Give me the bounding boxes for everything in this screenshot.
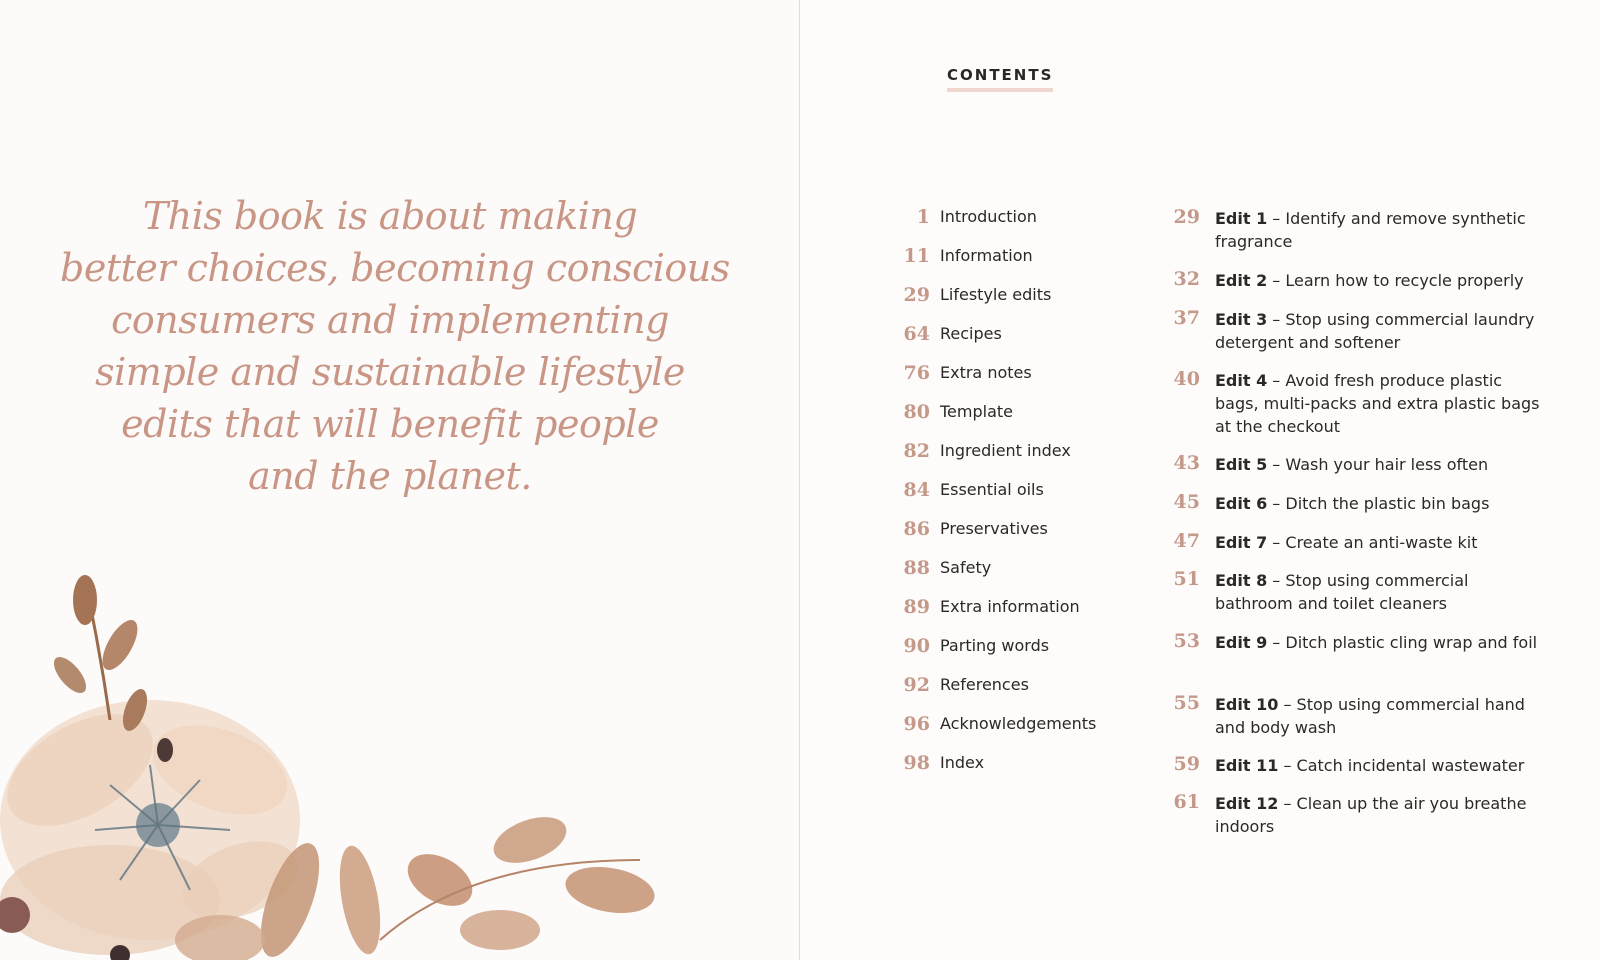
section-title: Parting words: [940, 636, 1050, 655]
toc-section-item[interactable]: [880, 323, 1140, 347]
edit-text: – Create an anti-waste kit: [1267, 533, 1478, 552]
edit-description: [1215, 369, 1545, 438]
edit-description: [1215, 308, 1545, 354]
toc-section-item[interactable]: [880, 206, 1140, 230]
section-title: Ingredient index: [940, 441, 1071, 460]
edit-text: – Catch incidental wastewater: [1278, 756, 1525, 775]
page-number: 64: [903, 323, 930, 345]
page-number: 59: [1173, 753, 1200, 775]
page-number: 96: [903, 713, 930, 735]
edit-name: Edit 11: [1215, 756, 1279, 775]
edit-name: Edit 12: [1215, 794, 1279, 813]
page-number: 82: [903, 440, 930, 462]
quote-line: edits that will benefit people: [121, 402, 659, 446]
page-number: 88: [903, 557, 930, 579]
page-number: 1: [916, 206, 930, 228]
page-number: 43: [1173, 452, 1200, 474]
section-title: Index: [940, 753, 985, 772]
toc-section-item[interactable]: [880, 713, 1140, 737]
edit-name: Edit 5: [1215, 455, 1268, 474]
page-number: 37: [1173, 307, 1200, 329]
page-number: 61: [1173, 791, 1200, 813]
page-number: 29: [903, 284, 930, 306]
edit-description: [1215, 453, 1545, 476]
toc-section-item[interactable]: [880, 362, 1140, 386]
edit-text: – Ditch plastic cling wrap and foil: [1267, 633, 1538, 652]
section-title: Essential oils: [940, 480, 1044, 499]
edit-description: [1215, 207, 1545, 253]
section-title: Recipes: [940, 324, 1002, 343]
toc-section-item[interactable]: [880, 401, 1140, 425]
toc-section-item[interactable]: [880, 752, 1140, 776]
edit-text: – Stop using commercial bathroom and toilet cleaners: [1215, 571, 1469, 613]
toc-section-item[interactable]: [880, 518, 1140, 542]
toc-section-item[interactable]: [880, 596, 1140, 620]
page-number: 98: [903, 752, 930, 774]
edit-description: [1215, 631, 1545, 654]
page-number: 92: [903, 674, 930, 696]
edit-name: Edit 3: [1215, 310, 1268, 329]
edit-name: Edit 4: [1215, 371, 1268, 390]
toc-section-item[interactable]: [880, 440, 1140, 464]
edit-text: – Avoid fresh produce plastic bags, multi-packs and extra plastic bags at the checkout: [1215, 371, 1540, 436]
section-title: Extra notes: [940, 363, 1032, 382]
edit-description: [1215, 269, 1545, 292]
page-number: 32: [1173, 268, 1200, 290]
page-number: 86: [903, 518, 930, 540]
page-number: 51: [1173, 568, 1200, 590]
edit-description: [1215, 792, 1545, 838]
edit-name: Edit 1: [1215, 209, 1268, 228]
toc-section-item[interactable]: [880, 245, 1140, 269]
edit-name: Edit 10: [1215, 695, 1279, 714]
quote-line: consumers and implementing: [111, 298, 669, 342]
quote-line: This book is about making: [142, 194, 638, 238]
edit-text: – Stop using commercial hand and body wash: [1215, 695, 1525, 737]
edit-name: Edit 2: [1215, 271, 1268, 290]
section-title: Safety: [940, 558, 992, 577]
contents-heading: CONTENTS: [947, 66, 1053, 92]
watercolor-floral-illustration: [0, 570, 740, 960]
section-title: Extra information: [940, 597, 1080, 616]
section-title: Introduction: [940, 207, 1037, 226]
toc-section-item[interactable]: [880, 635, 1140, 659]
page-number: 47: [1173, 530, 1200, 552]
page-number: 40: [1173, 368, 1200, 390]
toc-section-item[interactable]: [880, 284, 1140, 308]
left-page: [0, 0, 799, 960]
section-title: Acknowledgements: [940, 714, 1097, 733]
section-title: Lifestyle edits: [940, 285, 1052, 304]
edit-text: – Identify and remove synthetic fragrance: [1215, 209, 1526, 251]
edit-text: – Learn how to recycle properly: [1267, 271, 1524, 290]
edit-text: – Stop using commercial laundry detergent and softener: [1215, 310, 1535, 352]
quote-line: simple and sustainable lifestyle: [95, 350, 685, 394]
toc-section-item[interactable]: [880, 557, 1140, 581]
page-number: 84: [903, 479, 930, 501]
edit-name: Edit 6: [1215, 494, 1268, 513]
section-title: Preservatives: [940, 519, 1048, 538]
toc-section-item[interactable]: [880, 674, 1140, 698]
section-title: References: [940, 675, 1029, 694]
section-title: Template: [940, 402, 1014, 421]
edit-description: [1215, 531, 1545, 554]
page-number: 45: [1173, 491, 1200, 513]
edit-text: – Wash your hair less often: [1267, 455, 1489, 474]
intro-quote: [60, 190, 730, 502]
quote-line: better choices, becoming conscious: [60, 246, 730, 290]
edit-text: – Ditch the plastic bin bags: [1267, 494, 1490, 513]
page-number: 80: [903, 401, 930, 423]
edit-description: [1215, 693, 1545, 739]
edit-description: [1215, 492, 1545, 515]
edit-name: Edit 7: [1215, 533, 1268, 552]
edit-description: [1215, 754, 1545, 777]
page-number: 90: [903, 635, 930, 657]
page-number: 76: [903, 362, 930, 384]
page-number: 29: [1173, 206, 1200, 228]
page-number: 53: [1173, 630, 1200, 652]
edit-description: [1215, 569, 1545, 615]
page-number: 89: [903, 596, 930, 618]
page-number: 55: [1173, 692, 1200, 714]
edit-name: Edit 8: [1215, 571, 1268, 590]
section-title: Information: [940, 246, 1033, 265]
page-number: 11: [903, 245, 930, 267]
edit-name: Edit 9: [1215, 633, 1268, 652]
toc-section-item[interactable]: [880, 479, 1140, 503]
edit-text: – Clean up the air you breathe indoors: [1215, 794, 1527, 836]
quote-line: and the planet.: [248, 454, 532, 498]
